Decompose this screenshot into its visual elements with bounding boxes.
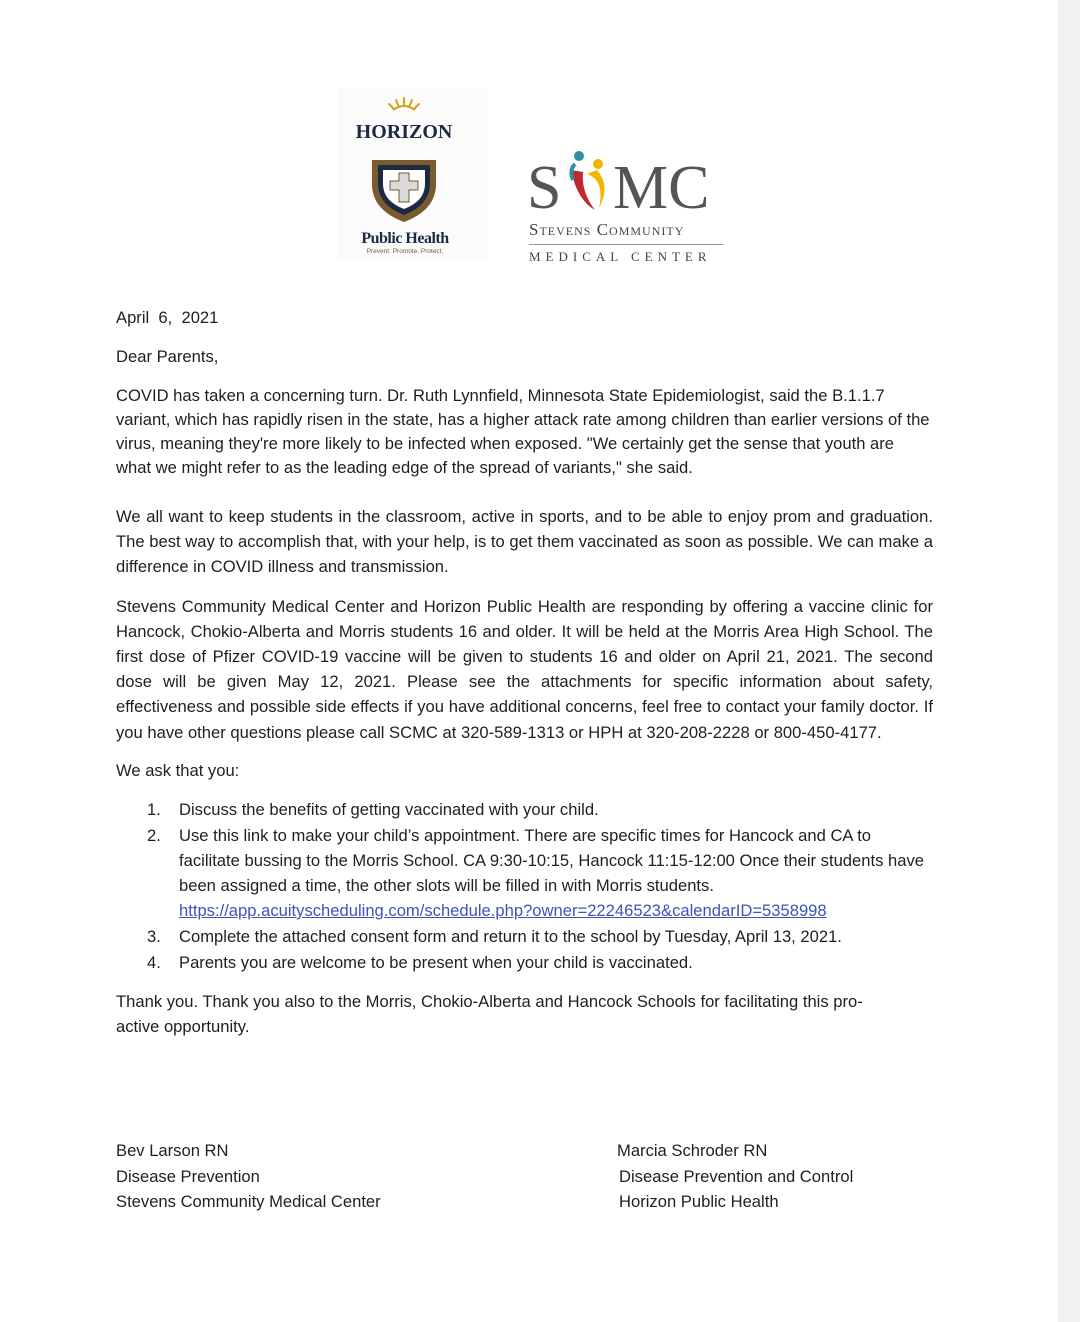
signature-org: Horizon Public Health xyxy=(619,1192,779,1211)
closing-paragraph: Thank you. Thank you also to the Morris, Chokio-Alberta and Hancock Schools for facilitating this pro-active opportunity. xyxy=(116,991,863,1036)
list-item-text: Parents you are welcome to be present when your child is vaccinated. xyxy=(179,952,693,972)
list-item xyxy=(147,950,933,975)
signature-right xyxy=(617,1138,853,1215)
page-edge xyxy=(1058,0,1080,1322)
list-item-number: 2. xyxy=(147,825,161,845)
list-item-text: Complete the attached consent form and return it to the school by Tuesday, April 13, 2021. xyxy=(179,926,842,946)
scmc-logo-medical-center: MEDICAL CENTER xyxy=(529,249,712,264)
paragraph-covid-variant: COVID has taken a concerning turn. Dr. Ruth Lynnfield, Minnesota State Epidemiologist, said the B.1.1.7 variant, which has rapidly risen in the state, has a higher attack rate among children than earlier versions of the virus, meaning they're more likely to be infected when exposed. "We certainly get the sense that youth are what we might refer to as the leading edge of the spread of variants," she said. xyxy=(116,386,930,477)
signature-title: Disease Prevention xyxy=(116,1166,260,1186)
list-item xyxy=(147,823,933,923)
scmc-logo-mc: MC xyxy=(613,154,710,222)
scmc-logo xyxy=(525,140,725,270)
list-item-number: 4. xyxy=(147,952,161,972)
list-item-text: Discuss the benefits of getting vaccinated with your child. xyxy=(179,799,599,819)
request-list xyxy=(116,797,933,975)
svg-text:HORIZON: HORIZON xyxy=(355,121,453,143)
list-item xyxy=(147,924,933,949)
list-item-number: 1. xyxy=(147,799,161,819)
horizon-public-health-logo xyxy=(338,88,488,260)
horizon-logo-tagline: Prevent. Promote. Protect. xyxy=(366,248,444,255)
horizon-logo-public-health: Public Health xyxy=(361,230,449,247)
list-item xyxy=(147,797,933,822)
scmc-logo-s: S xyxy=(527,154,562,222)
scmc-logo-stevens-community: Stevens Community xyxy=(529,220,685,239)
paragraph-keep-students: We all want to keep students in the classroom, active in sports, and to be able to enjoy prom and graduation. The best way to accomplish that, with your help, is to get them vaccinated as soon as possible. We can make a difference in COVID illness and transmission. xyxy=(116,507,933,577)
salutation: Dear Parents, xyxy=(116,347,219,366)
signature-title: Disease Prevention and Control xyxy=(619,1166,854,1186)
letter-body xyxy=(116,306,933,1039)
signature-name: Bev Larson RN xyxy=(116,1141,229,1160)
ask-intro: We ask that you: xyxy=(116,760,240,780)
paragraph-vaccine-clinic: Stevens Community Medical Center and Horizon Public Health are responding by offering a vaccine clinic for Hancock, Chokio-Alberta and Morris students 16 and older. It will be held at the Morris Area High School. The first dose of Pfizer COVID-19 vaccine will be given to students 16 and older on April 21, 2021. The second dose will be given May 12, 2021. Please see the attachments for specific information about safety, effectiveness and possible side effects if you have additional concerns, feel free to contact your family doctor. If you have other questions please call SCMC at 320-589-1313 or HPH at 320-208-2228 or 800-450-4177. xyxy=(116,596,933,742)
signature-left xyxy=(116,1138,381,1215)
signature-name: Marcia Schroder RN xyxy=(617,1141,768,1160)
appointment-link[interactable]: https://app.acuityscheduling.com/schedule.php?owner=22246523&calendarID=5358998 xyxy=(179,900,827,920)
letter-date: April 6, 2021 xyxy=(116,308,219,327)
list-item-number: 3. xyxy=(147,926,161,946)
list-item-text: Use this link to make your child’s appointment. There are specific times for Hancock and CA to facilitate bussing to the Morris School. CA 9:30-10:15, Hancock 11:15-12:00 Once their students have been assigned a time, the other slots will be filled in with Morris students. xyxy=(179,825,924,895)
signature-org: Stevens Community Medical Center xyxy=(116,1192,381,1211)
